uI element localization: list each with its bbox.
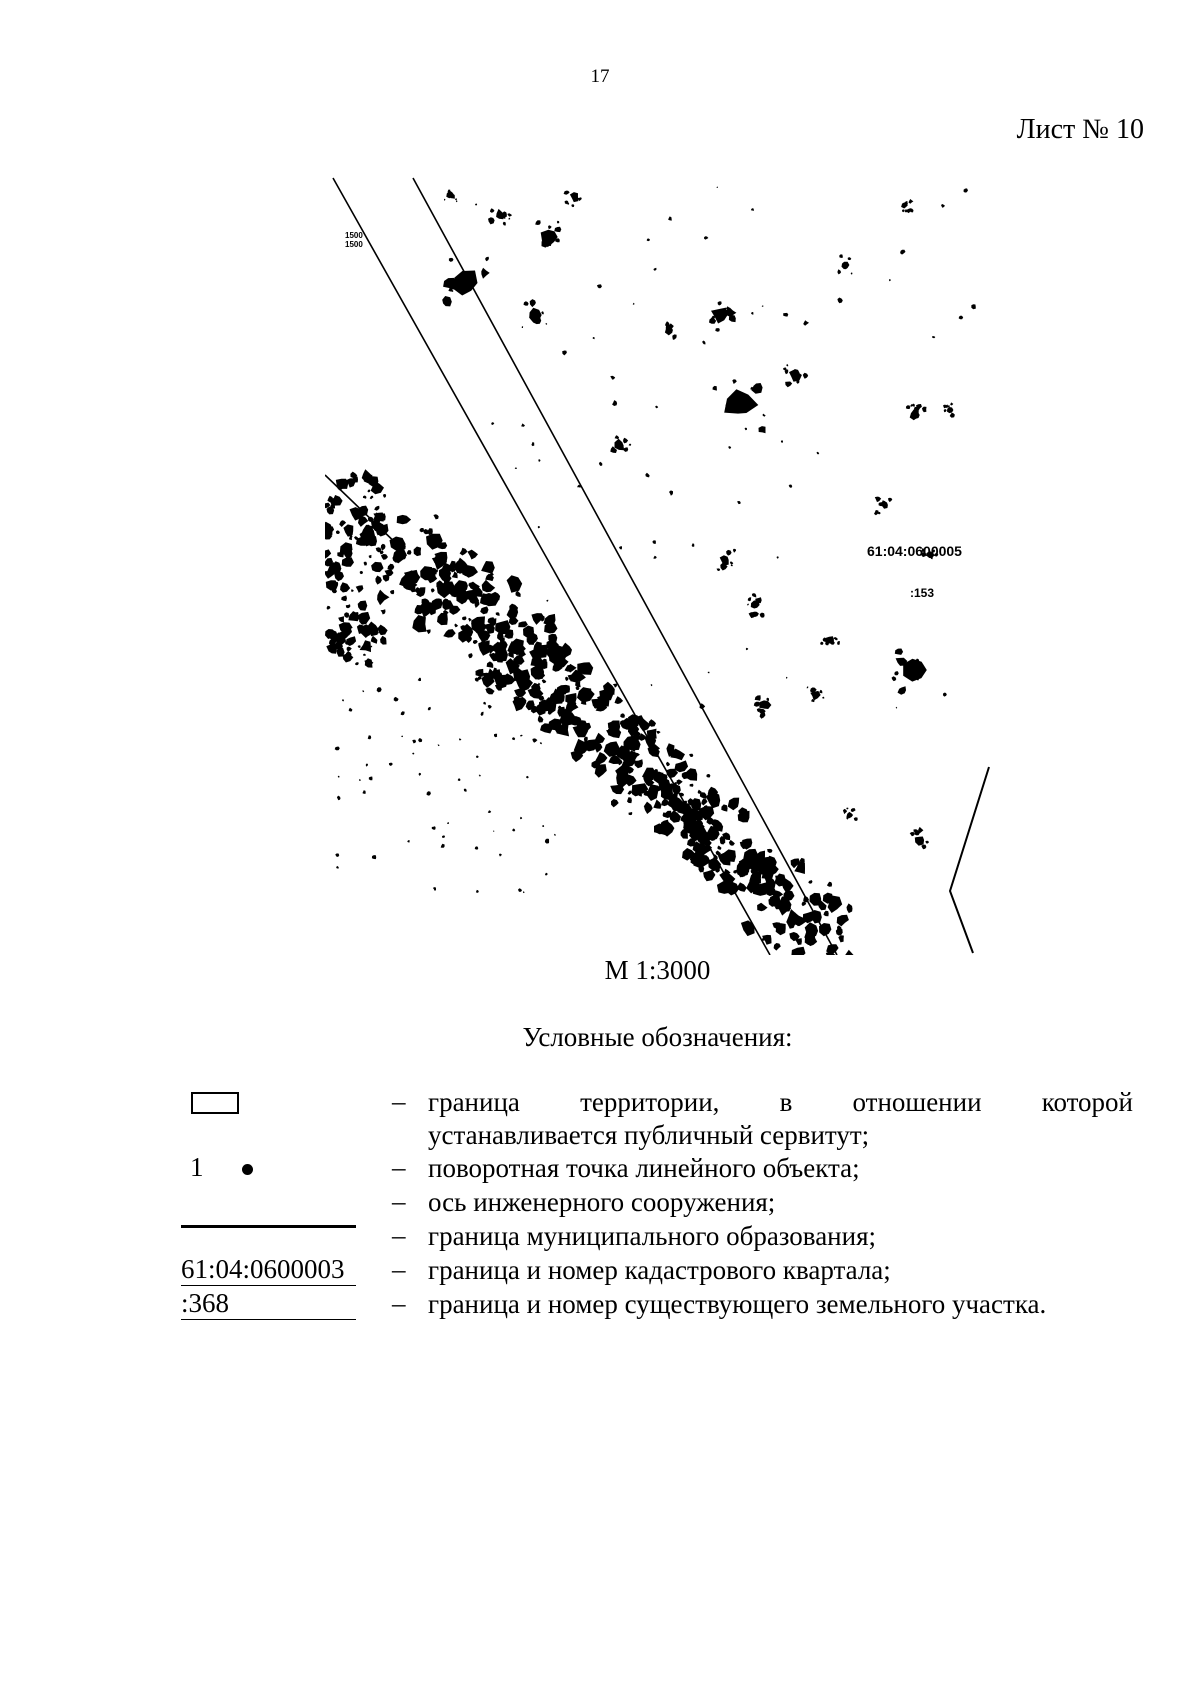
legend-text: граница и номер кадастрового квартала; [428, 1255, 891, 1285]
legend-text: граница и номер существующего земельного участка. [428, 1289, 1047, 1319]
land-plot-symbol: :368 [181, 1288, 356, 1320]
edge-label-bottom: 1500 [345, 240, 363, 249]
map-image [325, 175, 990, 955]
page-number: 17 [590, 66, 610, 87]
legend-dash: – [392, 1220, 406, 1250]
turning-point-dot-icon [242, 1164, 253, 1175]
legend-dash: – [392, 1152, 406, 1182]
legend-dash: – [392, 1186, 406, 1216]
legend-dash: – [392, 1086, 406, 1116]
legend-dash: – [392, 1288, 406, 1318]
legend-text: ось инженерного сооружения; [428, 1187, 776, 1217]
boundary-rectangle-symbol [191, 1092, 239, 1114]
legend-title: Условные обозначения: [522, 1022, 793, 1052]
legend-text-line-2: устанавливается публичный сервитут; [428, 1120, 870, 1150]
legend-text-line-1: граница территории, в отношении которой [428, 1087, 1133, 1117]
legend-text: граница муниципального образования; [428, 1221, 877, 1251]
sheet-label: Лист № 10 [1016, 114, 1144, 145]
terrain-blotch [334, 582, 338, 586]
edge-label-top: 1500 [345, 231, 363, 240]
terrain-blotch [412, 753, 414, 755]
legend-text [428, 1086, 1133, 1152]
legend-text: поворотная точка линейного объекта; [428, 1153, 860, 1183]
legend-dash: – [392, 1254, 406, 1284]
map-scale: М 1:3000 [604, 955, 711, 985]
map-fragment [325, 175, 990, 955]
municipal-boundary-symbol [181, 1225, 356, 1228]
quarter-label: 61:04:0600005 [867, 543, 962, 559]
turning-point-number: 1 [190, 1152, 204, 1182]
parcel-label: :153 [910, 586, 935, 600]
cadastral-quarter-symbol: 61:04:0600003 [181, 1254, 356, 1286]
terrain-blotch [690, 784, 694, 787]
